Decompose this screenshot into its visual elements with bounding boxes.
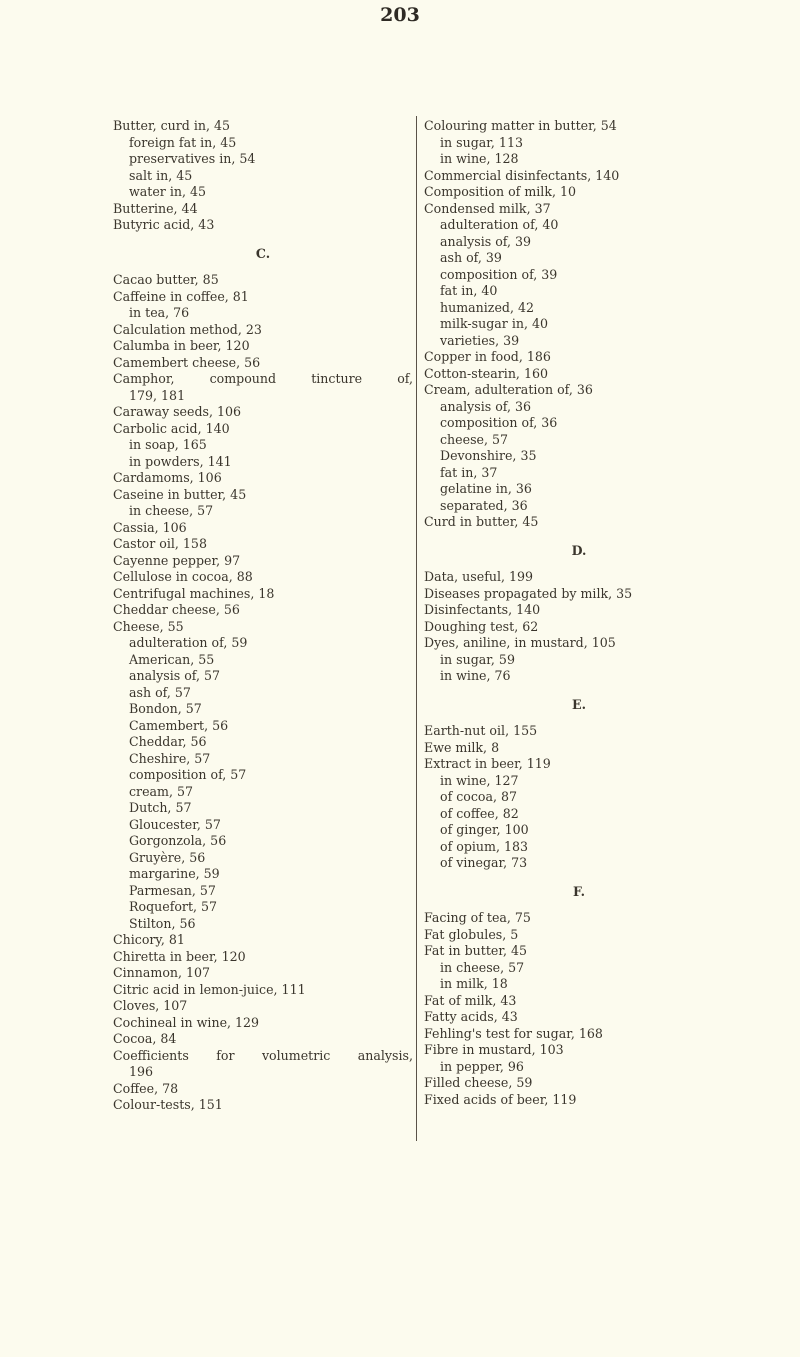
index-subentry: in soap, 165 xyxy=(129,437,207,452)
index-subentry: analysis of, 36 xyxy=(440,398,532,414)
index-entry: Butyric acid, 43 xyxy=(113,217,215,232)
index-subentry: Dutch, 57 xyxy=(129,800,192,815)
index-entry: Butter, curd in, 45 xyxy=(113,118,231,133)
index-subentry: margarine, 59 xyxy=(129,866,220,881)
index-subentry: adulteration of, 40 xyxy=(440,217,559,232)
index-subentry: in sugar, 113 xyxy=(440,134,523,150)
section-letter-heading: F. xyxy=(572,883,586,899)
index-entry: Chiretta in beer, 120 xyxy=(113,948,246,964)
index-entry: Coffee, 78 xyxy=(113,1080,179,1096)
index-entry: Caraway seeds, 106 xyxy=(113,404,242,419)
index-subentry: composition of, 57 xyxy=(129,767,247,782)
index-entry: Caffeine in coffee, 81 xyxy=(113,288,249,304)
index-entry: Extract in beer, 119 xyxy=(424,756,551,771)
index-subentry: fat in, 40 xyxy=(440,283,498,298)
index-subentry: adulteration of, 59 xyxy=(129,635,248,650)
index-subentry: ash of, 39 xyxy=(440,250,502,265)
index-entry: Cellulose in cocoa, 88 xyxy=(113,569,253,584)
section-letter-heading: D. xyxy=(571,542,587,558)
index-entry: Fibre in mustard, 103 xyxy=(424,1042,564,1057)
index-entry: Fat in butter, 45 xyxy=(424,943,528,958)
index-subentry: composition of, 39 xyxy=(440,266,558,282)
index-entry: Fixed acids of beer, 119 xyxy=(424,1091,577,1107)
index-entry: Cheddar cheese, 56 xyxy=(113,602,240,617)
index-entry: Centrifugal machines, 18 xyxy=(113,585,275,601)
index-subentry: Parmesan, 57 xyxy=(129,882,216,898)
index-subentry: salt in, 45 xyxy=(129,167,193,183)
index-entry: Citric acid in lemon-juice, 111 xyxy=(113,981,306,997)
index-subentry: Gorgonzola, 56 xyxy=(129,833,227,848)
index-subentry: cream, 57 xyxy=(129,783,194,799)
index-entry: Diseases propagated by milk, 35 xyxy=(424,585,633,601)
index-entry: Cotton-stearin, 160 xyxy=(424,365,548,381)
index-subentry: of coffee, 82 xyxy=(440,805,519,821)
index-subentry: in milk, 18 xyxy=(440,976,508,991)
index-entry: Condensed milk, 37 xyxy=(424,200,551,216)
index-entry: Fehling's test for sugar, 168 xyxy=(424,1025,603,1041)
index-entry: Butterine, 44 xyxy=(113,200,198,216)
index-subentry: in wine, 76 xyxy=(440,668,511,683)
index-entry: Fat of milk, 43 xyxy=(424,992,517,1008)
index-entry: Camphor, compound tincture of, xyxy=(113,371,413,386)
index-subentry: Gloucester, 57 xyxy=(129,816,221,832)
index-subentry: American, 55 xyxy=(129,651,215,667)
index-entry: Fatty acids, 43 xyxy=(424,1009,518,1024)
index-entry: Earth-nut oil, 155 xyxy=(424,723,538,738)
index-entry: Copper in food, 186 xyxy=(424,349,551,364)
section-letter-heading: C. xyxy=(255,245,271,261)
index-entry: Cheese, 55 xyxy=(113,618,184,634)
index-entry: Ewe milk, 8 xyxy=(424,739,500,755)
index-subentry: separated, 36 xyxy=(440,497,528,513)
index-entry: 179, 181 xyxy=(129,387,186,403)
index-subentry: Stilton, 56 xyxy=(129,915,196,931)
index-subentry: in wine, 128 xyxy=(440,151,519,166)
page-number: 203 xyxy=(380,4,420,26)
index-subentry: analysis of, 39 xyxy=(440,233,532,249)
index-subentry: Devonshire, 35 xyxy=(440,448,537,463)
index-subentry: Bondon, 57 xyxy=(129,701,202,716)
index-entry: Castor oil, 158 xyxy=(113,536,207,551)
index-subentry: of vinegar, 73 xyxy=(440,855,528,870)
index-subentry: in sugar, 59 xyxy=(440,651,515,667)
index-subentry: in wine, 127 xyxy=(440,772,519,788)
index-entry: Caseine in butter, 45 xyxy=(113,486,247,502)
index-entry: Cream, adulteration of, 36 xyxy=(424,382,593,397)
index-entry: 196 xyxy=(129,1064,154,1079)
index-subentry: in pepper, 96 xyxy=(440,1058,524,1074)
index-subentry: humanized, 42 xyxy=(440,299,534,315)
index-subentry: varieties, 39 xyxy=(440,332,520,348)
index-entry: Calumba in beer, 120 xyxy=(113,338,250,353)
index-entry: Cardamoms, 106 xyxy=(113,470,222,485)
index-subentry: ash of, 57 xyxy=(129,684,191,700)
index-subentry: in powders, 141 xyxy=(129,453,232,469)
index-subentry: of opium, 183 xyxy=(440,838,529,854)
index-entry: Cinnamon, 107 xyxy=(113,965,211,980)
index-entry: Fat globules, 5 xyxy=(424,926,519,942)
index-entry: Disinfectants, 140 xyxy=(424,602,541,617)
index-subentry: analysis of, 57 xyxy=(129,668,221,683)
index-subentry: water in, 45 xyxy=(129,184,206,199)
index-entry: Camembert cheese, 56 xyxy=(113,354,261,370)
index-subentry: milk-sugar in, 40 xyxy=(440,316,548,331)
index-entry: Commercial disinfectants, 140 xyxy=(424,167,620,183)
index-column-right xyxy=(424,118,734,1108)
index-entry: Cassia, 106 xyxy=(113,519,187,535)
index-entry: Doughing test, 62 xyxy=(424,618,539,634)
index-subentry: Gruyère, 56 xyxy=(129,849,206,865)
index-subentry: Cheddar, 56 xyxy=(129,734,207,749)
index-subentry: in tea, 76 xyxy=(129,305,190,320)
index-entry: Cochineal in wine, 129 xyxy=(113,1014,260,1030)
index-entry: Cacao butter, 85 xyxy=(113,272,219,287)
index-subentry: foreign fat in, 45 xyxy=(129,134,237,150)
index-subentry: gelatine in, 36 xyxy=(440,481,532,496)
index-entry: Data, useful, 199 xyxy=(424,569,534,584)
index-entry: Coefficients for volumetric analysis, xyxy=(113,1047,413,1063)
index-entry: Composition of milk, 10 xyxy=(424,184,576,199)
index-column-left xyxy=(113,118,413,1114)
index-subentry: of ginger, 100 xyxy=(440,822,529,837)
index-entry: Cloves, 107 xyxy=(113,998,188,1013)
index-entry: Cayenne pepper, 97 xyxy=(113,552,241,568)
index-subentry: Camembert, 56 xyxy=(129,717,229,733)
index-subentry: fat in, 37 xyxy=(440,464,498,480)
section-letter-heading: E. xyxy=(572,696,586,712)
index-subentry: Roquefort, 57 xyxy=(129,899,218,914)
index-entry: Calculation method, 23 xyxy=(113,321,262,337)
index-subentry: in cheese, 57 xyxy=(129,503,214,518)
index-subentry: composition of, 36 xyxy=(440,415,558,430)
index-subentry: of cocoa, 87 xyxy=(440,789,518,804)
index-entry: Carbolic acid, 140 xyxy=(113,420,230,436)
index-entry: Filled cheese, 59 xyxy=(424,1075,533,1090)
index-entry: Colour-tests, 151 xyxy=(113,1097,223,1112)
index-subentry: Cheshire, 57 xyxy=(129,750,211,766)
index-entry: Dyes, aniline, in mustard, 105 xyxy=(424,635,616,650)
index-entry: Colouring matter in butter, 54 xyxy=(424,118,617,133)
column-divider xyxy=(416,116,417,1141)
index-entry: Chicory, 81 xyxy=(113,932,185,947)
index-entry: Facing of tea, 75 xyxy=(424,910,531,925)
index-subentry: cheese, 57 xyxy=(440,431,509,447)
index-subentry: preservatives in, 54 xyxy=(129,151,256,166)
index-entry: Cocoa, 84 xyxy=(113,1031,177,1046)
index-subentry: in cheese, 57 xyxy=(440,959,525,975)
index-entry: Curd in butter, 45 xyxy=(424,514,539,529)
